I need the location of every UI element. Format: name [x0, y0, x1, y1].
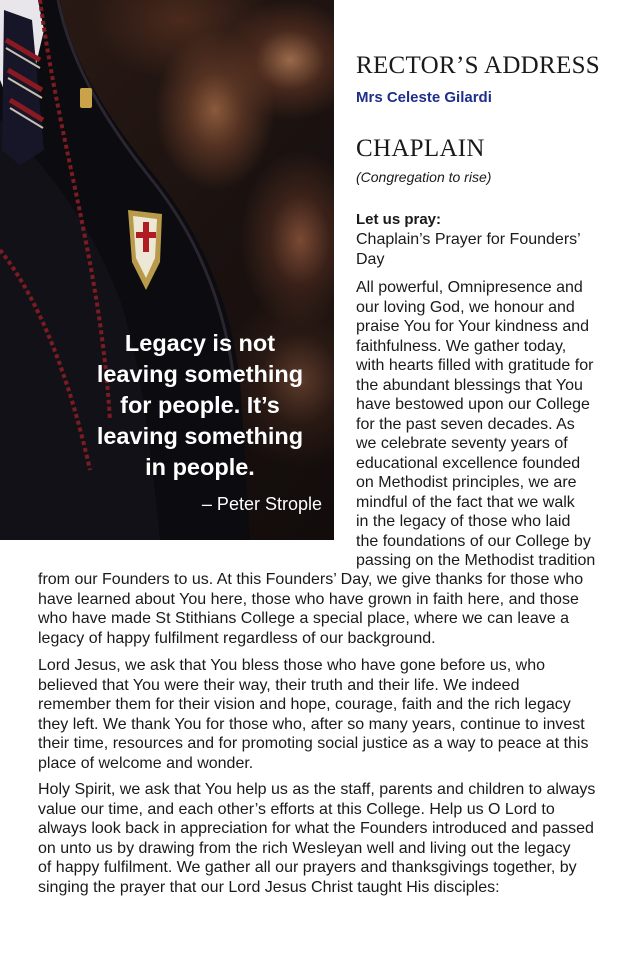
- text-line: have bestowed upon our College: [356, 396, 590, 413]
- text-line: always look back in appreciation for what the Founders introduced and passed: [38, 820, 594, 837]
- chaplain-heading: CHAPLAIN: [356, 135, 485, 162]
- text-line: mindful of the fact that we walk: [356, 493, 575, 511]
- cover-photo: [0, 0, 334, 540]
- text-line: who have made St Stithians College a special place, where we can leave a: [38, 610, 569, 627]
- text-line: remember them for their vision and hope, courage, faith and the rich legacy: [38, 696, 571, 713]
- text-line: on Methodist principles, we are: [356, 474, 577, 491]
- rector-name: Mrs Celeste Gilardi: [356, 89, 492, 106]
- quote-line: for people. It’s: [120, 392, 280, 418]
- pull-quote: [60, 328, 334, 483]
- text-line: Holy Spirit, we ask that You help us as the staff, parents and children to always: [38, 781, 596, 798]
- text-line: legacy of happy fulfilment regardless of our background.: [38, 629, 436, 647]
- text-line: value our time, and each other’s efforts at this College. Help us O Lord to: [38, 800, 555, 818]
- text-line: Lord Jesus, we ask that You bless those who have gone before us, who: [38, 657, 545, 674]
- quote-line: in people.: [145, 454, 255, 480]
- quote-line: Legacy is not: [124, 330, 276, 356]
- text-line: their time, resources and for promoting social justice as a way to peace at this: [38, 735, 589, 752]
- text-line: passing on the Methodist tradition: [356, 552, 596, 569]
- quote-line: leaving something: [96, 423, 304, 449]
- text-line: in the legacy of those who laid: [356, 513, 571, 530]
- let-us-pray: Let us pray:: [356, 211, 442, 228]
- text-line: educational excellence founded: [356, 454, 581, 472]
- text-line: with hearts filled with gratitude for: [356, 357, 594, 374]
- text-line: our loving God, we honour and: [356, 298, 575, 316]
- text-line: place of welcome and wonder.: [38, 754, 254, 772]
- prayer-title: [356, 230, 626, 269]
- text-line: from our Founders to us. At this Founders’ Day, we give thanks for those who: [38, 571, 584, 588]
- text-line: on unto us by drawing from the rich Wesleyan well and living out the legacy: [38, 839, 571, 857]
- text-line: singing the prayer that our Lord Jesus Christ taught His disciples:: [38, 878, 500, 896]
- text-line: believed that You were their way, their truth and their life. We indeed: [38, 676, 520, 694]
- text-line: praise You for Your kindness and: [356, 318, 590, 335]
- prayer-paragraph-2: [38, 656, 618, 773]
- text-line: have learned about You here, those who have grown in faith here, and those: [38, 590, 579, 608]
- text-line: the abundant blessings that You: [356, 376, 583, 394]
- text-line: All powerful, Omnipresence and: [356, 279, 583, 296]
- text-line: they left. We thank You for those who, after so many years, continue to invest: [38, 715, 585, 733]
- prayer-paragraph-1-column: [356, 278, 626, 571]
- congregation-note: (Congregation to rise): [356, 169, 492, 185]
- text-line: we celebrate seventy years of: [356, 435, 568, 452]
- prayer-paragraph-3: [38, 780, 618, 897]
- text-line: the foundations of our College by: [356, 532, 591, 550]
- quote-attribution: – Peter Strople: [201, 494, 322, 514]
- rector-address-heading: RECTOR’S ADDRESS: [356, 52, 600, 79]
- text-line: of happy fulfilment. We gather all our prayers and thanksgivings together, by: [38, 859, 577, 876]
- prayer-title-line: Chaplain’s Prayer for Founders’: [356, 231, 581, 248]
- text-line: faithfulness. We gather today,: [356, 337, 567, 355]
- text-line: for the past seven decades. As: [356, 415, 575, 433]
- prayer-title-line: Day: [356, 250, 385, 268]
- prayer-paragraph-1-continued: [38, 570, 618, 648]
- quote-line: leaving something: [96, 361, 304, 387]
